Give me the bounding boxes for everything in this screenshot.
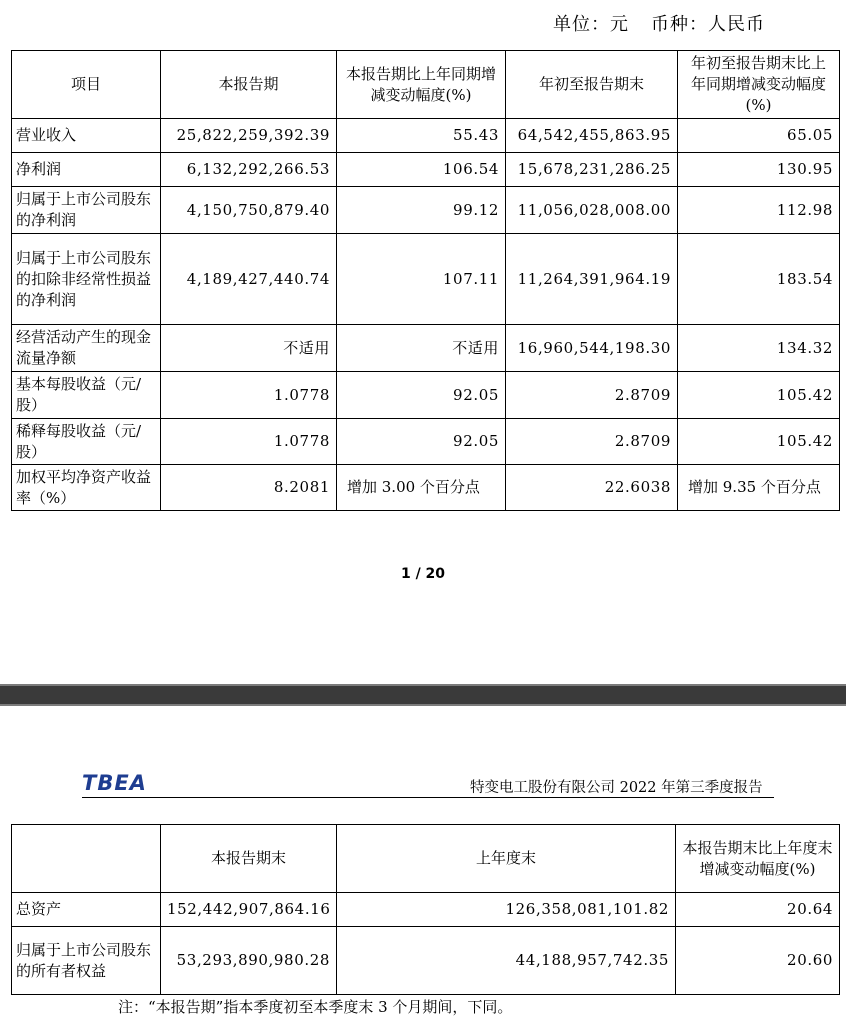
row-label: 归属于上市公司股东的净利润 bbox=[12, 187, 161, 234]
unit-currency-line bbox=[553, 10, 765, 36]
table-cell: 11,264,391,964.19 bbox=[506, 234, 678, 325]
balance-sheet-table bbox=[11, 824, 840, 995]
header-rule bbox=[82, 797, 774, 798]
table-cell: 22.6038 bbox=[506, 465, 678, 511]
row-label: 归属于上市公司股东的所有者权益 bbox=[12, 927, 161, 995]
row-label: 稀释每股收益（元/股） bbox=[12, 419, 161, 465]
column-header: 项目 bbox=[12, 51, 161, 119]
table-row bbox=[12, 372, 840, 419]
currency-label: 币种：人民币 bbox=[651, 14, 765, 35]
table-cell: 130.95 bbox=[678, 153, 840, 187]
table-row bbox=[12, 927, 840, 995]
column-header: 本报告期末比上年度末增减变动幅度(%) bbox=[676, 825, 840, 893]
row-label: 归属于上市公司股东的扣除非经常性损益的净利润 bbox=[12, 234, 161, 325]
table-cell: 增加 9.35 个百分点 bbox=[678, 465, 840, 511]
table-cell: 53,293,890,980.28 bbox=[161, 927, 337, 995]
row-label: 经营活动产生的现金流量净额 bbox=[12, 325, 161, 372]
table-cell: 106.54 bbox=[337, 153, 506, 187]
table-row bbox=[12, 325, 840, 372]
table-row bbox=[12, 419, 840, 465]
table-cell: 1.0778 bbox=[161, 372, 337, 419]
table-cell: 不适用 bbox=[337, 325, 506, 372]
table-cell: 6,132,292,266.53 bbox=[161, 153, 337, 187]
table-cell: 2.8709 bbox=[506, 419, 678, 465]
table-cell: 152,442,907,864.16 bbox=[161, 893, 337, 927]
page-number: 1 / 20 bbox=[400, 566, 446, 582]
table-cell: 25,822,259,392.39 bbox=[161, 119, 337, 153]
table-cell: 1.0778 bbox=[161, 419, 337, 465]
table-cell: 不适用 bbox=[161, 325, 337, 372]
row-label: 净利润 bbox=[12, 153, 161, 187]
table-cell: 65.05 bbox=[678, 119, 840, 153]
table-cell: 11,056,028,008.00 bbox=[506, 187, 678, 234]
key-financial-data-table bbox=[11, 50, 840, 511]
table-cell: 8.2081 bbox=[161, 465, 337, 511]
unit-label: 单位：元 bbox=[553, 14, 629, 35]
table-header-row bbox=[12, 825, 840, 893]
column-header: 本报告期比上年同期增减变动幅度(%) bbox=[337, 51, 506, 119]
table-cell: 183.54 bbox=[678, 234, 840, 325]
column-header: 本报告期末 bbox=[161, 825, 337, 893]
column-header bbox=[12, 825, 161, 893]
table-cell: 20.60 bbox=[676, 927, 840, 995]
footnote: 注：“本报告期”指本季度初至本季度末 3 个月期间，下同。 bbox=[118, 998, 513, 1016]
table-row bbox=[12, 153, 840, 187]
row-label: 加权平均净资产收益率（%） bbox=[12, 465, 161, 511]
table-cell: 4,189,427,440.74 bbox=[161, 234, 337, 325]
column-header: 年初至报告期末比上年同期增减变动幅度(%) bbox=[678, 51, 840, 119]
column-header: 本报告期 bbox=[161, 51, 337, 119]
table-row bbox=[12, 893, 840, 927]
table-cell: 134.32 bbox=[678, 325, 840, 372]
row-label: 总资产 bbox=[12, 893, 161, 927]
table-row bbox=[12, 465, 840, 511]
report-title: 特变电工股份有限公司 2022 年第三季度报告 bbox=[470, 780, 763, 796]
row-label: 基本每股收益（元/股） bbox=[12, 372, 161, 419]
table-row bbox=[12, 119, 840, 153]
table-cell: 112.98 bbox=[678, 187, 840, 234]
table-row bbox=[12, 187, 840, 234]
table-cell: 15,678,231,286.25 bbox=[506, 153, 678, 187]
table-cell: 64,542,455,863.95 bbox=[506, 119, 678, 153]
table-row bbox=[12, 234, 840, 325]
tbea-logo: TBEA bbox=[82, 771, 147, 795]
table-cell: 2.8709 bbox=[506, 372, 678, 419]
table-cell: 99.12 bbox=[337, 187, 506, 234]
table-cell: 126,358,081,101.82 bbox=[337, 893, 676, 927]
table-cell: 55.43 bbox=[337, 119, 506, 153]
table-cell: 107.11 bbox=[337, 234, 506, 325]
table-cell: 92.05 bbox=[337, 419, 506, 465]
page-divider bbox=[0, 686, 846, 704]
table-cell: 增加 3.00 个百分点 bbox=[337, 465, 506, 511]
column-header: 年初至报告期末 bbox=[506, 51, 678, 119]
table-cell: 105.42 bbox=[678, 372, 840, 419]
table-cell: 20.64 bbox=[676, 893, 840, 927]
table-cell: 44,188,957,742.35 bbox=[337, 927, 676, 995]
table-cell: 4,150,750,879.40 bbox=[161, 187, 337, 234]
row-label: 营业收入 bbox=[12, 119, 161, 153]
column-header: 上年度末 bbox=[337, 825, 676, 893]
table-header-row bbox=[12, 51, 840, 119]
table-cell: 105.42 bbox=[678, 419, 840, 465]
table-cell: 16,960,544,198.30 bbox=[506, 325, 678, 372]
table-cell: 92.05 bbox=[337, 372, 506, 419]
